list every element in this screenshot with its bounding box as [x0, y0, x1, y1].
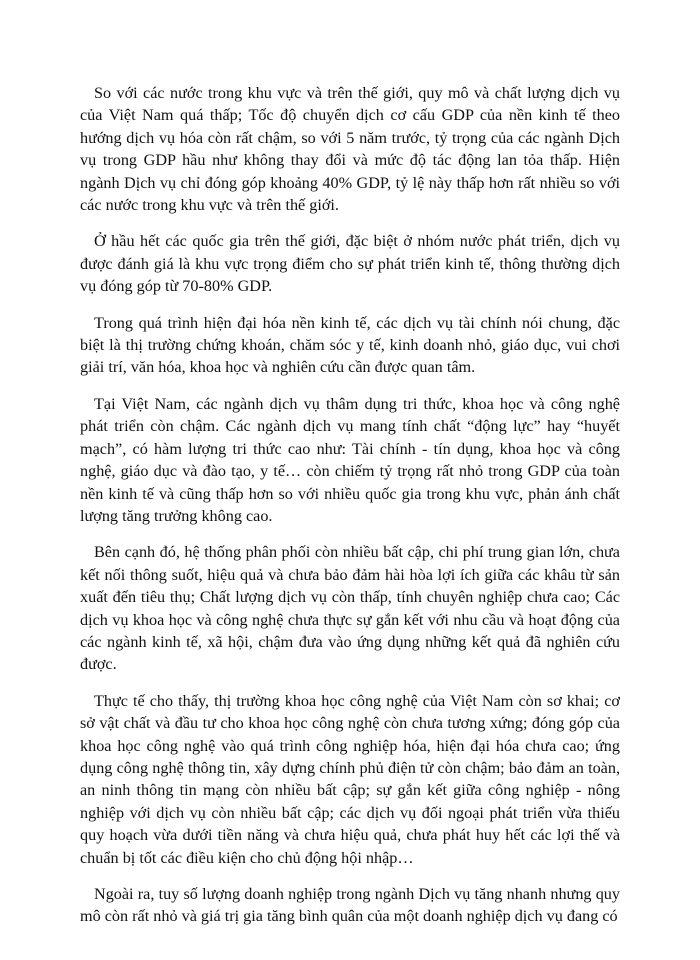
paragraph-4: Tại Việt Nam, các ngành dịch vụ thâm dụng tri thức, khoa học và công nghệ phát triển còn chậm. Các ngành dịch vụ mang tính chất “động lực” hay “huyết mạch”, có hàm lượng tri thức cao như: Tài chính - tín dụng, khoa học và công nghệ, giáo dục và đào tạo, y tế… còn chiếm tỷ trọng rất nhỏ trong GDP của toàn nền kinh tế và cũng thấp hơn so với nhiều quốc gia trong khu vực, phản ánh chất lượng tăng trưởng không cao. — [80, 394, 620, 525]
paragraph-3: Trong quá trình hiện đại hóa nền kinh tế, các dịch vụ tài chính nói chung, đặc biệt là thị trường chứng khoán, chăm sóc y tế, kinh doanh nhỏ, giáo dục, vui chơi giải trí, văn hóa, khoa học và nghiên cứu cần được quan tâm. — [80, 313, 620, 377]
paragraph-7: Ngoài ra, tuy số lượng doanh nghiệp trong ngành Dịch vụ tăng nhanh nhưng quy mô còn rất nhỏ và giá trị gia tăng bình quân của một doanh nghiệp dịch vụ đang có — [80, 885, 620, 926]
paragraph-1: So với các nước trong khu vực và trên thế giới, quy mô và chất lượng dịch vụ của Việt Nam quá thấp; Tốc độ chuyển dịch cơ cấu GDP của nền kinh tế theo hướng dịch vụ hóa còn rất chậm, so với 5 năm trước, tỷ trọng của các ngành Dịch vụ trong GDP hầu như không thay đổi và mức độ tác động lan tỏa thấp. Hiện ngành Dịch vụ chỉ đóng góp khoảng 40% GDP, tỷ lệ này thấp hơn rất nhiều so với các nước trong khu vực và trên thế giới. — [80, 84, 620, 215]
paragraph-5: Bên cạnh đó, hệ thống phân phối còn nhiều bất cập, chi phí trung gian lớn, chưa kết nối thông suốt, hiệu quả và chưa bảo đảm hài hòa lợi ích giữa các khâu từ sản xuất đến tiêu thụ; Chất lượng dịch vụ còn thấp, tính chuyên nghiệp chưa cao; Các dịch vụ khoa học và công nghệ chưa thực sự gắn kết với nhu cầu và hoạt động của các ngành kinh tế, xã hội, chậm đưa vào ứng dụng những kết quả đã nghiên cứu được. — [80, 543, 620, 674]
paragraph-6: Thực tế cho thấy, thị trường khoa học công nghệ của Việt Nam còn sơ khai; cơ sở vật chất và đầu tư cho khoa học công nghệ còn chưa tương xứng; đóng góp của khoa học công nghệ vào quá trình công nghiệp hóa, hiện đại hóa chưa cao; ứng dụng công nghệ thông tin, xây dựng chính phủ điện tử còn chậm; bảo đảm an toàn, an ninh thông tin mạng còn nhiều bất cập; sự gắn kết giữa công nghiệp - nông nghiệp với dịch vụ còn nhiều bất cập; các dịch vụ đối ngoại phát triển vừa thiếu quy hoạch vừa dưới tiền năng và chưa hiệu quả, chưa phát huy hết các lợi thế và chuẩn bị tốt các điều kiện cho chủ động hội nhập… — [80, 691, 620, 867]
paragraph-2: Ở hầu hết các quốc gia trên thế giới, đặc biệt ở nhóm nước phát triển, dịch vụ được đánh giá là khu vực trọng điểm cho sự phát triển kinh tế, thông thường dịch vụ đóng góp từ 70-80% GDP. — [80, 232, 620, 296]
